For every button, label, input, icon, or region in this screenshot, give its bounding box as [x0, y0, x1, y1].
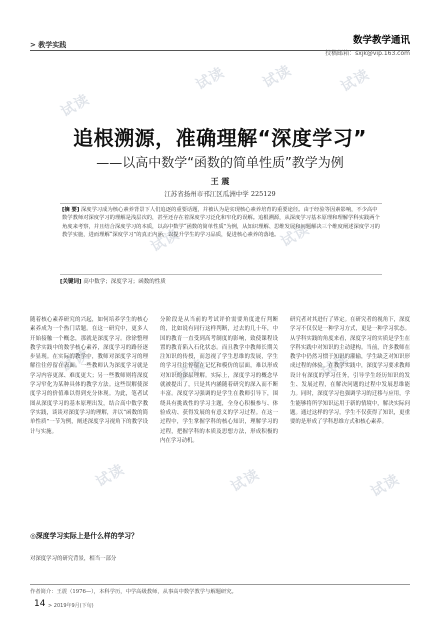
watermark: 试读 [58, 91, 93, 121]
abstract [62, 206, 380, 239]
watermark: 试读 [148, 226, 183, 256]
issue-label: > 2019年9月(下旬) [48, 603, 94, 609]
watermark: 试读 [193, 64, 228, 94]
watermark: 试读 [93, 461, 128, 491]
abstract-box [60, 203, 382, 275]
footnote-rule [30, 584, 410, 585]
article-title: 追根溯源，准确理解“深度学习” [73, 126, 367, 150]
body-column-3: 研究者对其进行了界定。在研究者的视角下，深度学习不仅仅是一种学习方式，更是一种学习状态。从学科实践的角度来看，深度学习的实质是学生在学科实践中对知识的主动建构。当前，许多教师在教学中仍然习惯于知识的灌输，学生缺乏对知识形成过程的体验。在教学实践中，深度学习要求教师设计有深度的学习任务，引导学生经历知识的发生、发展过程，在解决问题的过程中发展思维能力。同时，深度学习也强调学习的迁移与应用，学生能够将所学知识运用于新的情境中，解决实际问题。通过这样的学习，学生不仅获得了知识，更重要的是形成了学科思维方式和核心素养。 [290, 317, 410, 426]
watermark: 试读 [318, 351, 353, 381]
author-footnote: 作者简介：王震（1976—），本科学历，中学高级教师，从事高中数学教学与解题研究。 [30, 589, 237, 595]
watermark: 试读 [260, 62, 295, 92]
journal-name: 数学教学通讯 [352, 35, 410, 46]
body-column-1: 随着核心素养研究的兴起，如何培养学生的核心素养成为一个热门话题。在这一研究中，更多人开始接触一个概念，那就是深度学习。徐徐整理教学实践中的数学核心素养，深度学习的路径逐步显现。在实际的教学中，教师对深度学习的理解往往停留在表面。一些教师认为深度学习就是学习内容更深、难度更大；另一些教师则将深度学习窄化为某种具体的教学方法。这些误解使深度学习的价值难以得到充分体现。为此，笔者试图从深度学习的基本原理出发，结合高中数学教学实践，谈谈对深度学习的理解，并以“函数的简单性质”一节为例，阐述深度学习视角下的教学设计与实施。 [30, 317, 148, 435]
keywords [60, 277, 382, 285]
watermark: 试读 [228, 466, 263, 496]
keywords-label: [关键词] [60, 279, 82, 285]
article-subtitle: ——以高中数学“函数的简单性质”教学为例 [96, 156, 344, 171]
abstract-label: [摘 要] [62, 207, 80, 213]
watermark: 试读 [173, 356, 208, 386]
body-column-2: 分阶段是从当前的考试评价需要角度进行判断的，比如说有同行这样判断，过去的几十年，中国的教育一直受到高考制度的影响，致使课程设置的教育陷入石化状态。而且教学中教师长期关注知识的传授，而忽视了学生思维的发展，学生的学习往往停留在记忆和模仿的层面，难以形成对知识的深层理解。实际上，深度学习的概念早就被提出了，只是其内涵随着研究的深入而不断丰富。深度学习强调的是学生在教师引导下，围绕具有挑战性的学习主题，全身心积极参与、体验成功、获得发展的有意义的学习过程。在这一过程中，学生掌握学科的核心知识，理解学习的过程，把握学科的本质及思想方法，形成积极的内在学习动机。 [160, 317, 278, 444]
section-paragraph: 对深度学习的研究背景，相当一部分 [30, 556, 117, 562]
author-affiliation: 江苏省扬州市邗江区瓜洲中学 225129 [164, 190, 276, 198]
watermark: 试读 [368, 471, 403, 501]
watermark: 试读 [338, 66, 373, 96]
journal-header [325, 32, 410, 57]
section-heading: ◎深度学习实际上是什么样的学习？ [30, 532, 138, 540]
watermark: 试读 [278, 221, 313, 251]
journal-email: 投稿邮箱：sxjk@vip.163.com [325, 50, 410, 57]
watermark: 试读 [58, 346, 93, 376]
section-label: > 教学实践 [30, 41, 67, 49]
abstract-text: 深度学习成为核心素养背景下人们追逐的重要话题，并被认为是实现核心素养培育的重要途径。由于经验等因素影响，不少高中数学教师对深度学习的理解是浅层次的，甚至还存在着深度学习泛化和窄化的误解。追根溯源，从深度学习基本原理和理解学科实践两个角度来考察，并且结合深度学习的本质，以高中数学“函数的简单性质”为例，从知识理解、思维发展和问题解决三个维度阐述深度学习的教学实施，进而理解“深度学习”的真正内涵，以提升学生的学习品质，促进核心素养的落地。 [62, 207, 380, 238]
author-name: 王 震 [210, 177, 230, 186]
page-number: 14 [34, 599, 46, 609]
keywords-text: 高中数学；深度学习；函数的性质 [83, 279, 166, 285]
